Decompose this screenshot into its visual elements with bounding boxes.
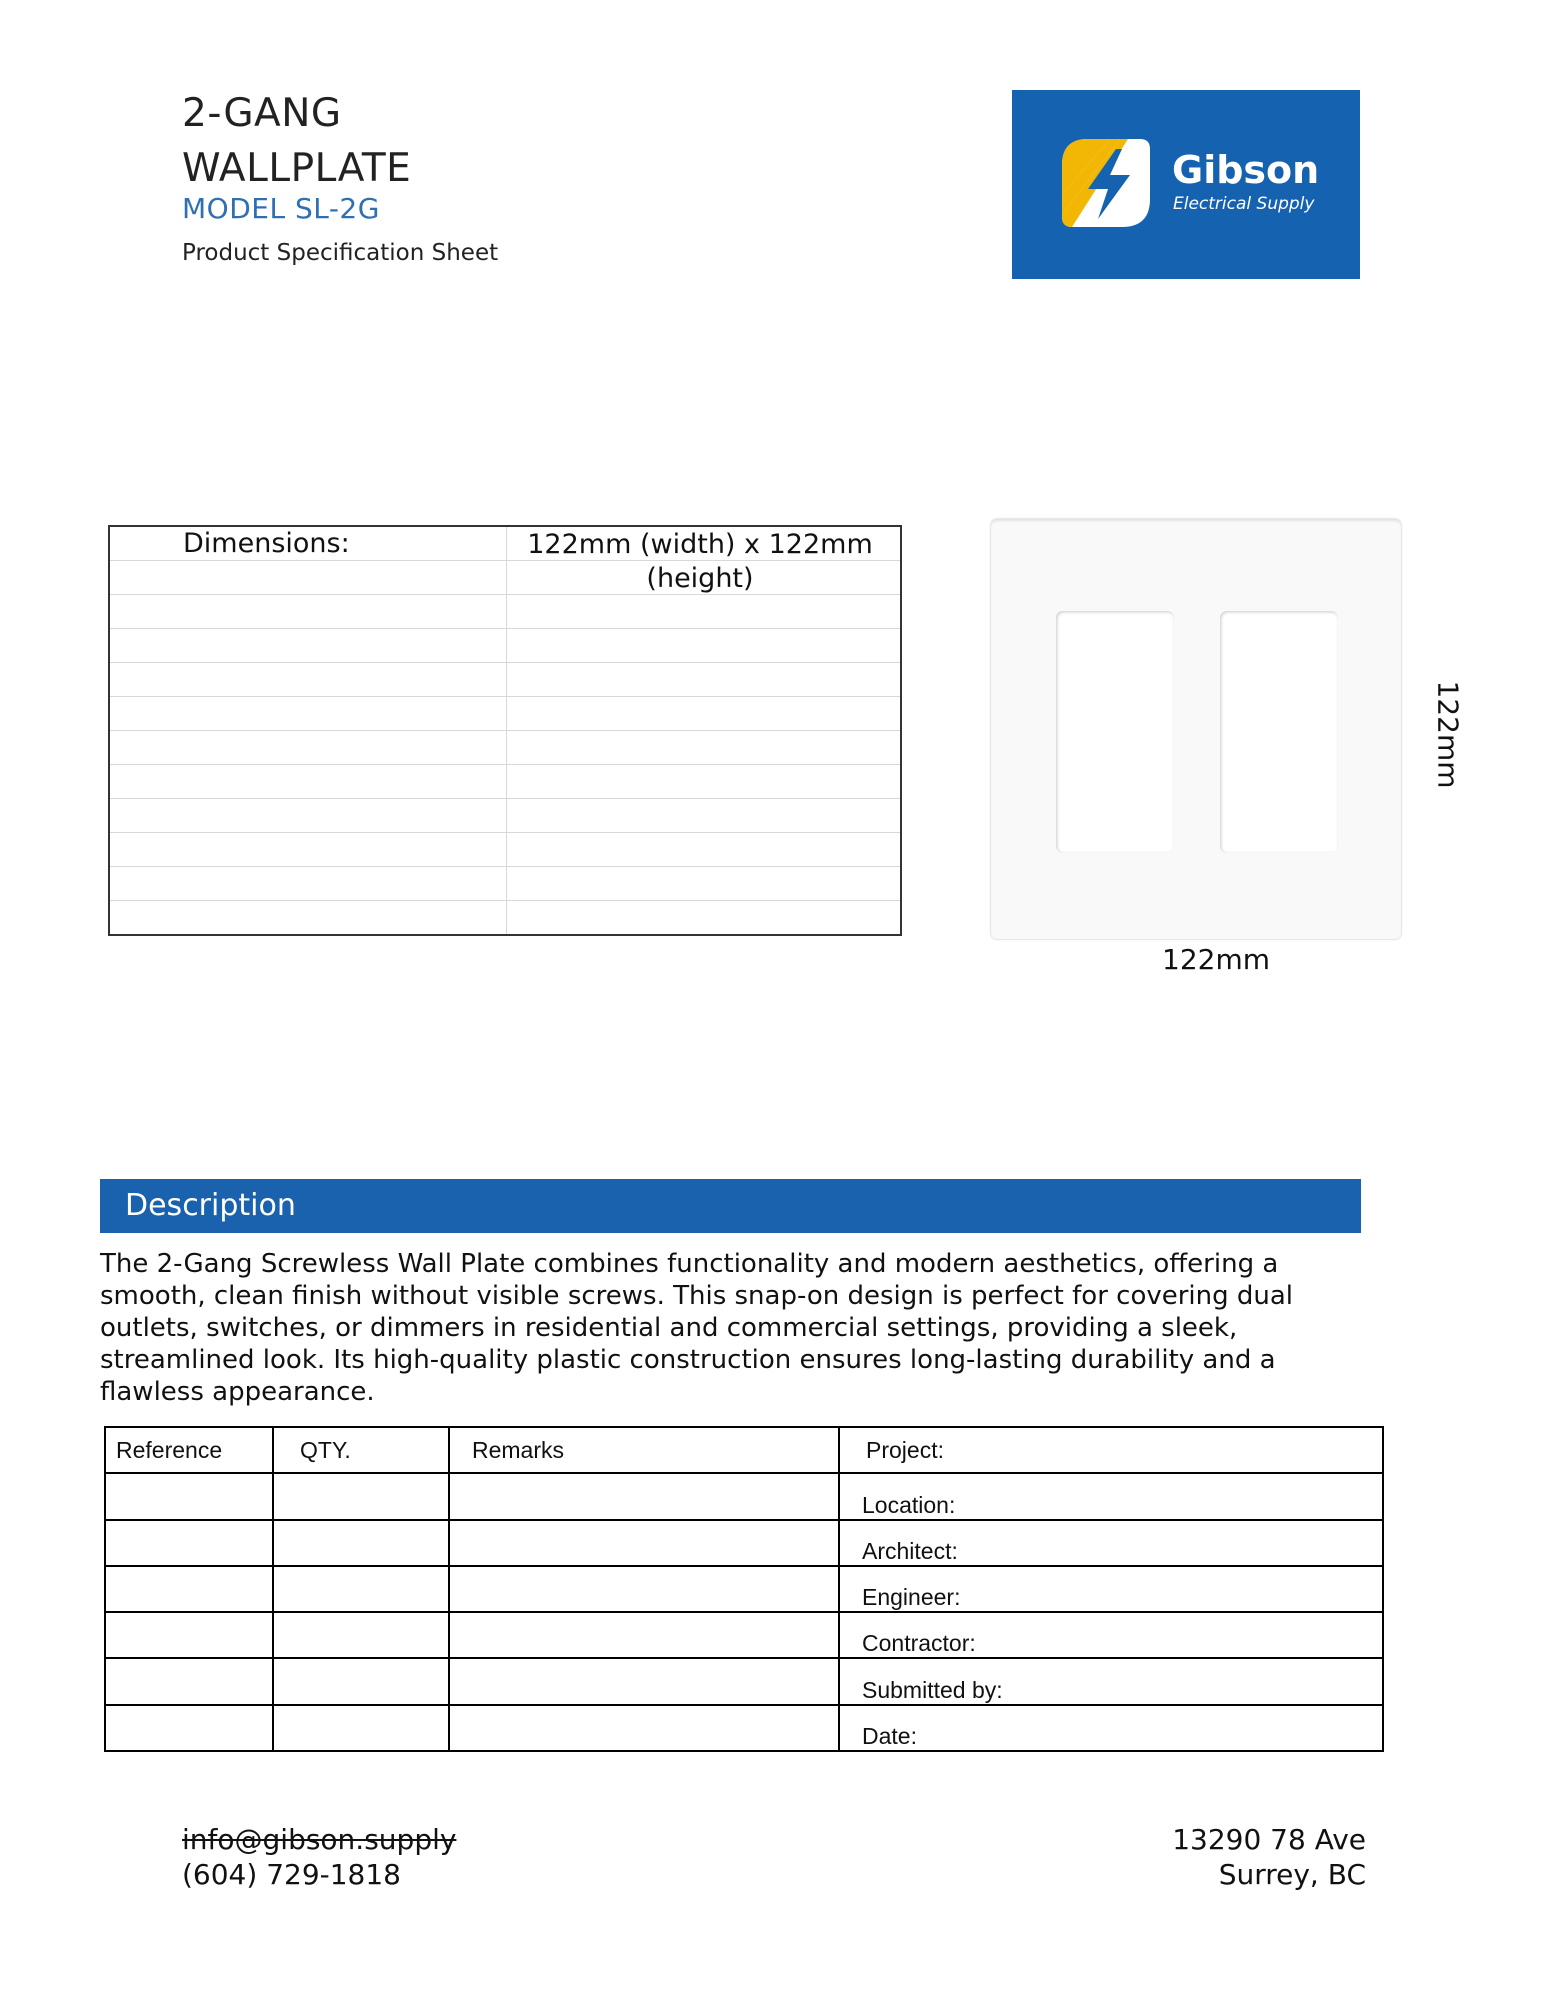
reference-cell[interactable] <box>105 1520 273 1566</box>
phone-number: (604) 729-1818 <box>182 1858 401 1891</box>
logo-wordmark: Gibson <box>1172 148 1320 192</box>
document-title <box>182 86 411 196</box>
address-line-1: 13290 78 Ave <box>1172 1823 1366 1856</box>
dimensions-label: Dimensions: <box>183 528 350 559</box>
header-remarks: Remarks <box>449 1427 839 1473</box>
remarks-cell[interactable] <box>449 1566 839 1612</box>
address-line-2: Surrey, BC <box>1218 1858 1366 1891</box>
description-heading: Description <box>125 1188 296 1223</box>
field-contractor: Contractor: <box>839 1612 1383 1658</box>
plate-opening-right <box>1220 611 1338 853</box>
wallplate-image <box>991 519 1401 939</box>
qty-cell[interactable] <box>273 1566 449 1612</box>
remarks-cell[interactable] <box>449 1473 839 1519</box>
remarks-cell[interactable] <box>449 1612 839 1658</box>
logo-tagline: Electrical Supply <box>1173 194 1315 214</box>
dimensions-value: 122mm (width) x 122mm (height) <box>527 529 873 594</box>
reference-cell[interactable] <box>105 1473 273 1519</box>
qty-cell[interactable] <box>273 1658 449 1704</box>
field-engineer: Engineer: <box>839 1566 1383 1612</box>
header-reference: Reference <box>105 1427 273 1473</box>
title-line-1: 2-GANG <box>182 91 342 136</box>
qty-cell[interactable] <box>273 1520 449 1566</box>
model-number: MODEL SL-2G <box>182 192 380 225</box>
field-date: Date: <box>839 1705 1383 1751</box>
contact-info <box>182 1822 456 1892</box>
qty-cell[interactable] <box>273 1705 449 1751</box>
field-project: Project: <box>839 1427 1383 1473</box>
email-link[interactable]: info@gibson.supply <box>182 1823 457 1856</box>
width-dimension-label: 122mm <box>1162 943 1270 976</box>
qty-cell[interactable] <box>273 1473 449 1519</box>
lightning-bolt-icon <box>1058 135 1154 231</box>
reference-cell[interactable] <box>105 1566 273 1612</box>
header-qty: QTY. <box>273 1427 449 1473</box>
remarks-cell[interactable] <box>449 1520 839 1566</box>
qty-cell[interactable] <box>273 1612 449 1658</box>
remarks-cell[interactable] <box>449 1658 839 1704</box>
reference-cell[interactable] <box>105 1612 273 1658</box>
description-text: The 2-Gang Screwless Wall Plate combines functionality and modern aesthetics, offering a smooth, clean finish without visible screws. This snap-on design is perfect for covering dual outlets, switches, or dimmers in residential and commercial settings, providing a sleek, streamlined look. Its high-quality plastic construction ensures long-lasting durability and a flawless appearance. <box>100 1249 1294 1407</box>
plate-opening-left <box>1056 611 1174 853</box>
title-line-2: WALLPLATE <box>182 146 412 191</box>
document-subtitle: Product Specification Sheet <box>182 240 499 266</box>
reference-cell[interactable] <box>105 1705 273 1751</box>
submittal-table <box>104 1426 1384 1752</box>
remarks-cell[interactable] <box>449 1705 839 1751</box>
field-submitted-by: Submitted by: <box>839 1658 1383 1704</box>
company-logo <box>1012 90 1360 279</box>
height-dimension-label: 122mm <box>1431 680 1465 789</box>
field-location: Location: <box>839 1473 1383 1519</box>
address-block <box>1120 1822 1366 1892</box>
reference-cell[interactable] <box>105 1658 273 1704</box>
field-architect: Architect: <box>839 1520 1383 1566</box>
description-header-bar <box>100 1179 1361 1233</box>
